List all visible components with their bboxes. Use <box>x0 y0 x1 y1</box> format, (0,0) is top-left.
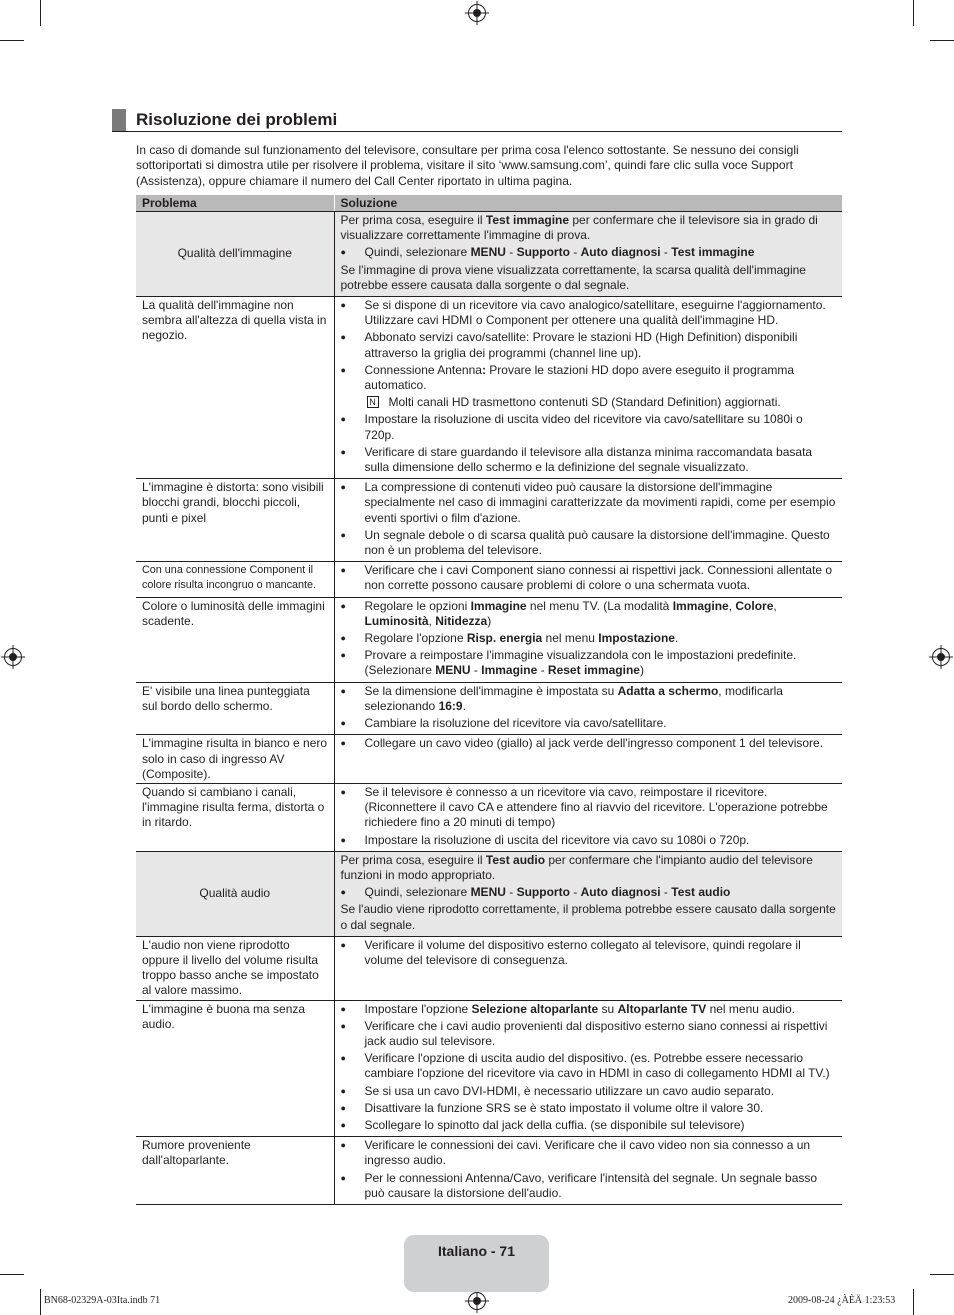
intro-paragraph: In caso di domande sul funzionamento del televisore, consultare per prima cosa l'elenco sottostante. Se nessuno dei consigli sottoriportati si dimostra utile per risolvere il problema, visitare il sito ‘www.samsung.com’, quindi fare clic sulla voce Support (Assistenza), oppure chiamare il numero del Call Center riportato in ultima pagina. <box>136 143 799 188</box>
solution-item: ● Regolare l'opzione Risp. energia nel menu Impostazione. <box>341 631 837 646</box>
section-title: Risoluzione dei problemi <box>136 110 338 129</box>
solution-list <box>341 480 837 558</box>
solution-outro: Se l'immagine di prova viene visualizzata correttamente, la scarsa qualità dell'immagine potrebbe essere causata dalla sorgente o dal segnale. <box>340 262 806 292</box>
solution-item: ● Verificare che i cavi Component siano connessi ai rispettivi jack. Connessioni allentate o non corrette possono causare problemi di colore o una schermata vuota. <box>341 563 837 593</box>
solution-list <box>341 563 837 593</box>
problem-cell: L'immagine è distorta: sono visibili blocchi grandi, blocchi piccoli, punti e pixel <box>136 479 334 562</box>
solution-cell <box>334 735 842 784</box>
solution-item: ● Verificare le connessioni dei cavi. Verificare che il cavo video non sia connesso a un ingresso audio. <box>341 1138 837 1168</box>
table-row <box>136 597 842 682</box>
crop-mark <box>913 1289 914 1315</box>
crop-mark <box>0 1274 24 1275</box>
footer-timestamp: 2009-08-24 ¿ÀÈÄ 1:23:53 <box>788 1295 896 1306</box>
solution-item: ● Un segnale debole o di scarsa qualità può causare la distorsione dell'immagine. Questo non è un problema del televisore. <box>341 528 837 558</box>
solution-cell <box>334 597 842 682</box>
table-header-row <box>136 195 842 212</box>
solution-item: ● Se si dispone di un ricevitore via cavo analogico/satellitare, eseguirne l'aggiornamento. Utilizzare cavi HDMI o Component per ottenere una qualità dell'immagine HD. <box>341 298 837 328</box>
solution-item: ● Verificare che i cavi audio provenienti dal dispositivo esterno siano connessi ai rispettivi jack audio sul televisore. <box>341 1019 837 1049</box>
solution-item: ● Se si usa un cavo DVI-HDMI, è necessario utilizzare un cavo audio separato. <box>341 1084 837 1099</box>
problem-cell: Qualità dell'immagine <box>136 212 334 297</box>
solution-item: ● Impostare l'opzione Selezione altoparlante su Altoparlante TV nel menu audio. <box>341 1002 837 1017</box>
table-row <box>136 297 842 479</box>
note-icon: N <box>367 396 379 408</box>
crop-mark <box>0 40 24 41</box>
crop-mark <box>930 40 954 41</box>
page-number: Italiano - 71 <box>437 1243 516 1259</box>
solution-outro: Se l'audio viene riprodotto correttamente, il problema potrebbe essere causato dalla sorgente o dal segnale. <box>340 902 836 932</box>
solution-item: ● Disattivare la funzione SRS se è stato impostato il volume oltre il valore 30. <box>341 1101 837 1116</box>
solution-list <box>341 1138 837 1201</box>
solution-item: ● Scollegare lo spinotto dal jack della cuffia. (se disponibile sul televisore) <box>341 1118 837 1133</box>
solution-list <box>341 684 837 732</box>
table-row <box>136 936 842 1000</box>
problem-cell: L'immagine è buona ma senza audio. <box>136 1000 334 1137</box>
solution-list <box>341 298 837 475</box>
problem-cell: Qualità audio <box>136 851 334 936</box>
table-row <box>136 783 842 851</box>
crop-mark <box>930 1274 954 1275</box>
solution-step: ● Quindi, selezionare MENU - Supporto - Auto diagnosi - Test immagine <box>341 245 837 260</box>
problem-cell: L'immagine risulta in bianco e nero solo in caso di ingresso AV (Composite). <box>136 735 334 784</box>
solution-item: ● Se il televisore è connesso a un ricevitore via cavo, reimpostare il ricevitore. (Riconnettere il cavo CA e attendere fino al riavvio del ricevitore. L'operazione potrebbe richiedere fino a 20 minuti di tempo) <box>341 785 837 831</box>
solution-list <box>341 938 837 968</box>
page-number-box <box>404 1235 549 1292</box>
solution-list <box>341 599 837 679</box>
solution-cell <box>334 783 842 851</box>
solution-cell <box>334 682 842 735</box>
heading-bar <box>112 109 126 131</box>
problem-cell: La qualità dell'immagine non sembra all'altezza di quella vista in negozio. <box>136 297 334 479</box>
solution-cell <box>334 1000 842 1137</box>
solution-item: ● Verificare il volume del dispositivo esterno collegato al televisore, quindi regolare il volume del televisore di conseguenza. <box>341 938 837 968</box>
solution-step: ● Quindi, selezionare MENU - Supporto - Auto diagnosi - Test audio <box>341 885 837 900</box>
solution-note: N Molti canali HD trasmettono contenuti SD (Standard Definition) aggiornati. <box>341 395 837 410</box>
footer-file-info: BN68-02329A-03Ita.indb 71 <box>44 1295 161 1306</box>
problem-cell: L'audio non viene riprodotto oppure il livello del volume risulta troppo basso anche se impostato al valore massimo. <box>136 936 334 1000</box>
solution-item: ● Collegare un cavo video (giallo) al jack verde dell'ingresso component 1 del televisore. <box>341 736 837 751</box>
solution-item: ● La compressione di contenuti video può causare la distorsione dell'immagine specialmente nel caso di immagini caratterizzate da movimenti rapidi, come per esempio eventi sportivi o film d'azione. <box>341 480 837 526</box>
solution-intro: Per prima cosa, eseguire il Test immagine per confermare che il televisore sia in grado di visualizzare correttamente l'immagine di prova. <box>340 213 818 243</box>
table-row <box>136 1137 842 1205</box>
solution-cell <box>334 936 842 1000</box>
table-row <box>136 682 842 735</box>
solution-cell <box>334 212 842 297</box>
problem-cell: Quando si cambiano i canali, l'immagine risulta ferma, distorta o in ritardo. <box>136 783 334 851</box>
solution-intro: Per prima cosa, eseguire il Test audio per confermare che l'impianto audio del televisore funzioni in modo appropriato. <box>340 852 813 882</box>
registration-mark-icon <box>468 1292 486 1310</box>
solution-item: ● Se la dimensione dell'immagine è impostata su Adatta a schermo, modificarla selezionando 16:9. <box>341 684 837 714</box>
solution-item: ● Verificare l'opzione di uscita audio del dispositivo. (es. Potrebbe essere necessario cambiare l'opzione del ricevitore via cavo in HDMI in caso di collegamento HDMI al TV.) <box>341 1051 837 1081</box>
solution-item: ● Cambiare la risoluzione del ricevitore via cavo/satellitare. <box>341 716 837 731</box>
solution-item: ● Connessione Antenna: Provare le stazioni HD dopo avere eseguito il programma automatico. <box>341 363 837 393</box>
table-row <box>136 212 842 297</box>
solution-item: ● Per le connessioni Antenna/Cavo, verificare l'intensità del segnale. Un segnale basso può causare la distorsione dell'audio. <box>341 1171 837 1201</box>
solution-list <box>341 1002 837 1134</box>
problem-cell: Con una connessione Component il colore risulta incongruo o mancante. <box>136 562 334 597</box>
table-row <box>136 1000 842 1137</box>
solution-item: ● Abbonato servizi cavo/satellite: Provare le stazioni HD (High Definition) disponibili attraverso la griglia dei programmi (channel line up). <box>341 330 837 360</box>
solution-list <box>341 785 837 848</box>
column-header-solution: Soluzione <box>334 195 842 212</box>
solution-cell <box>334 562 842 597</box>
solution-item: ● Impostare la risoluzione di uscita del ricevitore via cavo su 1080i o 720p. <box>341 833 837 848</box>
registration-mark-icon <box>4 648 22 666</box>
solution-cell <box>334 479 842 562</box>
problem-cell: Rumore proveniente dall'altoparlante. <box>136 1137 334 1205</box>
solution-list <box>341 736 837 751</box>
table-row <box>136 562 842 597</box>
solution-cell <box>334 851 842 936</box>
section-heading <box>112 109 842 132</box>
solution-cell <box>334 1137 842 1205</box>
registration-mark-icon <box>932 648 950 666</box>
table-row <box>136 851 842 936</box>
problem-cell: Colore o luminosità delle immagini scadente. <box>136 597 334 682</box>
solution-item: ● Regolare le opzioni Immagine nel menu TV. (La modalità Immagine, Colore, Luminosità, Nitidezza) <box>341 599 837 629</box>
troubleshooting-table <box>136 195 842 1205</box>
table-row <box>136 735 842 784</box>
solution-item: ● Verificare di stare guardando il televisore alla distanza minima raccomandata basata sulla dimensione dello schermo e la definizione del segnale visualizzato. <box>341 445 837 475</box>
problem-cell: E' visibile una linea punteggiata sul bordo dello schermo. <box>136 682 334 735</box>
solution-item: ● Provare a reimpostare l'immagine visualizzandola con le impostazioni predefinite. (Selezionare MENU - Immagine - Reset immagine) <box>341 648 837 678</box>
table-row <box>136 479 842 562</box>
solution-cell <box>334 297 842 479</box>
solution-item: ● Impostare la risoluzione di uscita video del ricevitore via cavo/satellitare su 1080i o 720p. <box>341 412 837 442</box>
crop-mark <box>913 0 914 26</box>
crop-mark <box>40 1289 41 1315</box>
registration-mark-icon <box>468 4 486 22</box>
crop-mark <box>40 0 41 26</box>
column-header-problem: Problema <box>136 195 334 212</box>
